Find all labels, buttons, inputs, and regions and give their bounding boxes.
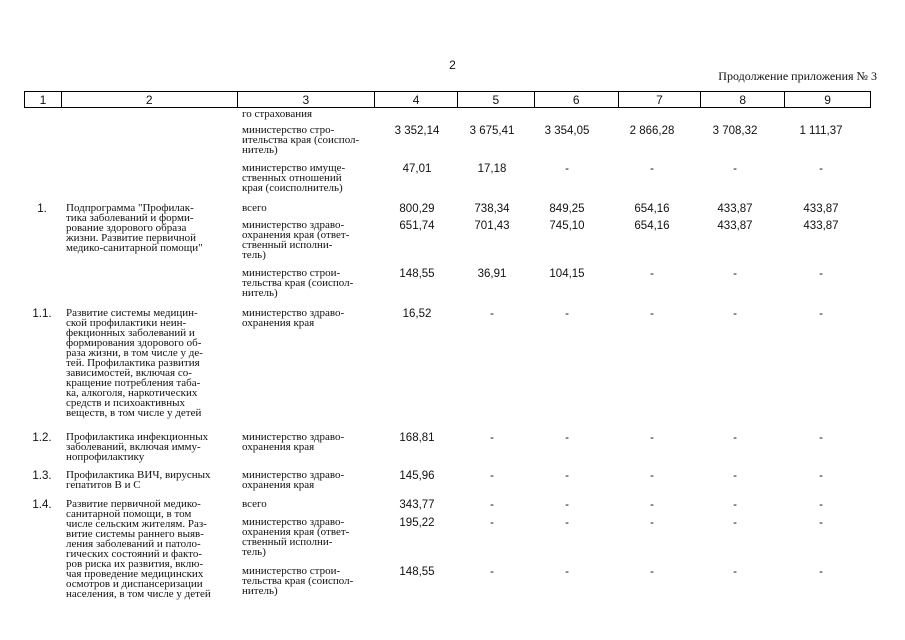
- subprogram-name: Подпрограмма "Профилак- тика заболеваний и форми- рование здорового образа жизни. Развитие первичной медико-санитарной помощи": [66, 202, 203, 254]
- page-number: 2: [449, 58, 456, 72]
- value-cell: 16,52: [402, 308, 432, 320]
- executor: министерство строи- тельства края (соиспол- нитель): [242, 565, 354, 597]
- value-cell: 148,55: [399, 268, 435, 280]
- value-cell: 3 352,14: [394, 125, 440, 137]
- value-cell: 433,87: [717, 220, 753, 232]
- value-cell: -: [565, 432, 569, 444]
- value-cell: -: [733, 499, 737, 511]
- value-cell: -: [650, 517, 654, 529]
- col-header-7: 7: [619, 92, 702, 107]
- value-cell: -: [565, 470, 569, 482]
- continuation-label: Продолжение приложения № 3: [718, 69, 877, 83]
- value-cell: 148,55: [399, 566, 435, 578]
- value-cell: 433,87: [803, 220, 839, 232]
- value-cell: 47,01: [402, 163, 432, 175]
- row-number: 1.2.: [32, 432, 52, 444]
- executor: го страхования: [242, 108, 313, 120]
- subprogram-name: Развитие системы медицин- ской профилактики неин- фекционных заболеваний и формирования здорового об- раза жизни, в том числе у де- тей. Профилактика развития зависимостей, включая со- кращение потребления таба- ка, алкоголя, наркотических средств и психоактивных веществ, в том числе у детей: [66, 307, 203, 419]
- value-cell: 1 111,37: [799, 125, 843, 137]
- value-cell: 654,16: [634, 203, 670, 215]
- col-header-6: 6: [535, 92, 619, 107]
- value-cell: 343,77: [399, 499, 435, 511]
- value-cell: 800,29: [399, 203, 435, 215]
- subprogram-name: Профилактика инфекционных заболеваний, включая имму- нопрофилактику: [66, 431, 209, 463]
- col-header-4: 4: [375, 92, 458, 107]
- value-cell: -: [819, 268, 823, 280]
- value-cell: 2 866,28: [629, 125, 675, 137]
- col-header-8: 8: [701, 92, 785, 107]
- value-cell: -: [650, 470, 654, 482]
- col-header-5: 5: [458, 92, 535, 107]
- value-cell: -: [490, 308, 494, 320]
- value-cell: -: [565, 163, 569, 175]
- value-cell: -: [650, 432, 654, 444]
- value-cell: -: [565, 499, 569, 511]
- value-cell: 195,22: [399, 517, 435, 529]
- row-number: 1.: [37, 203, 47, 215]
- value-cell: -: [565, 308, 569, 320]
- value-cell: -: [733, 308, 737, 320]
- value-cell: 738,34: [474, 203, 510, 215]
- value-cell: -: [650, 163, 654, 175]
- value-cell: -: [490, 470, 494, 482]
- value-cell: -: [490, 432, 494, 444]
- value-cell: 654,16: [634, 220, 670, 232]
- executor: министерство здраво- охранения края (ответ- ственный исполни- тель): [242, 516, 350, 558]
- value-cell: 433,87: [803, 203, 839, 215]
- subprogram-name: Профилактика ВИЧ, вирусных гепатитов В и С: [66, 469, 211, 491]
- executor: министерство стро- ительства края (соиспол- нитель): [242, 124, 360, 156]
- value-cell: 433,87: [717, 203, 753, 215]
- value-cell: 168,81: [399, 432, 435, 444]
- value-cell: 17,18: [477, 163, 507, 175]
- value-cell: -: [819, 566, 823, 578]
- value-cell: -: [819, 517, 823, 529]
- executor: министерство имуще- ственных отношений края (соисполнитель): [242, 162, 346, 194]
- executor: всего: [242, 202, 267, 214]
- value-cell: 3 354,05: [544, 125, 590, 137]
- executor: министерство строи- тельства края (соиспол- нитель): [242, 267, 354, 299]
- value-cell: -: [490, 499, 494, 511]
- value-cell: -: [733, 432, 737, 444]
- value-cell: -: [819, 470, 823, 482]
- value-cell: -: [650, 268, 654, 280]
- executor: министерство здраво- охранения края: [242, 307, 345, 329]
- value-cell: -: [490, 566, 494, 578]
- value-cell: -: [819, 308, 823, 320]
- value-cell: 701,43: [474, 220, 510, 232]
- value-cell: -: [650, 499, 654, 511]
- executor: всего: [242, 498, 267, 510]
- value-cell: -: [490, 517, 494, 529]
- value-cell: -: [819, 163, 823, 175]
- value-cell: 145,96: [399, 470, 435, 482]
- value-cell: 3 675,41: [469, 125, 515, 137]
- value-cell: -: [819, 432, 823, 444]
- value-cell: -: [733, 163, 737, 175]
- col-header-3: 3: [238, 92, 376, 107]
- value-cell: 3 708,32: [712, 125, 758, 137]
- value-cell: 745,10: [549, 220, 585, 232]
- value-cell: 36,91: [477, 268, 507, 280]
- value-cell: 104,15: [549, 268, 585, 280]
- executor: министерство здраво- охранения края (ответ- ственный исполни- тель): [242, 219, 350, 261]
- row-number: 1.3.: [32, 470, 52, 482]
- value-cell: -: [733, 268, 737, 280]
- value-cell: -: [819, 499, 823, 511]
- value-cell: 651,74: [399, 220, 435, 232]
- value-cell: -: [565, 566, 569, 578]
- value-cell: -: [650, 566, 654, 578]
- value-cell: -: [733, 517, 737, 529]
- subprogram-name: Развитие первичной медико- санитарной помощи, в том числе сельским жителям. Раз- витие системы раннего выяв- ления заболеваний и патоло- гических состояний и факто- ров риска их развития, вклю- чая проведение медицинских осмотров и диспансеризации населения, в том числе у детей: [66, 498, 211, 600]
- value-cell: -: [733, 470, 737, 482]
- row-number: 1.4.: [32, 499, 52, 511]
- executor: министерство здраво- охранения края: [242, 469, 345, 491]
- col-header-2: 2: [62, 92, 238, 107]
- col-header-9: 9: [824, 92, 831, 107]
- executor: министерство здраво- охранения края: [242, 431, 345, 453]
- value-cell: 849,25: [549, 203, 585, 215]
- value-cell: -: [733, 566, 737, 578]
- value-cell: -: [650, 308, 654, 320]
- table-header: [24, 91, 871, 108]
- col-header-1: 1: [25, 92, 62, 107]
- row-number: 1.1.: [32, 308, 52, 320]
- value-cell: -: [565, 517, 569, 529]
